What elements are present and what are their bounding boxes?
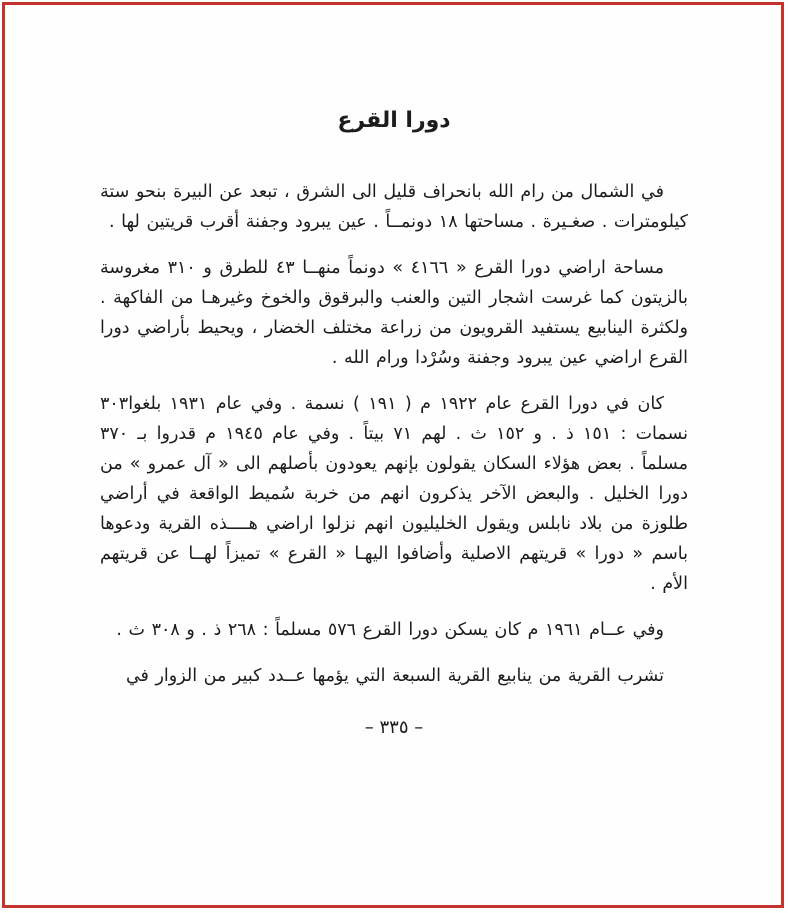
body-text xyxy=(100,177,688,691)
paragraph-2: مساحة اراضي دورا القرع « ٤١٦٦ » دونماً منهــا ٤٣ للطرق و ٣١٠ مغروسة بالزيتون كما غرست اشجار التين والعنب والبرقوق والخوخ وغيرهـا من الفاكهة . ولكثرة الينابيع يستفيد القرويون من زراعة مختلف الخضار ، ويحيط بأراضي دورا القرع اراضي عين يبرود وجفنة وسُرْدا ورام الله . xyxy=(100,258,688,368)
paragraph-4: وفي عــام ١٩٦١ م كان يسكن دورا القرع ٥٧٦ مسلماً : ٢٦٨ ذ . و ٣٠٨ ث . xyxy=(116,620,664,640)
paragraph-5: تشرب القرية من ينابيع القرية السبعة التي يؤمها عــدد كبير من الزوار في xyxy=(125,666,664,686)
paragraph-1: في الشمال من رام الله بانحراف قليل الى الشرق ، تبعد عن البيرة بنحو ستة كيلومترات . صغـيرة . مساحتها ١٨ دونمــاً . عين يبرود وجفنة أقرب قريتين لها . xyxy=(100,182,688,232)
page-title: دورا القرع xyxy=(337,108,451,133)
paragraph-3: كان في دورا القرع عام ١٩٢٢ م ( ١٩١ ) نسمة . وفي عام ١٩٣١ بلغوا٣٠٣ نسمات : ١٥١ ذ . و ١٥٢ ث . لهم ٧١ بيتاً . وفي عام ١٩٤٥ م قدروا بـ ٣٧٠ مسلماً . بعض هؤلاء السكان يقولون بإنهم يعودون بأصلهم الى « آل عمرو » من دورا الخليل . والبعض الآخر يذكرون انهم من خربة سُميط الواقعة في أراضي طلوزة من بلاد نابلس ويقول الخليليون انهم نزلوا اراضي هــــذه القرية ودعوها باسم « دورا » قريتهم الاصلية وأضافوا اليهـا « القرع » تميزاً لهــا عن قريتهم الأم . xyxy=(100,394,688,594)
page-number: – ٣٣٥ – xyxy=(364,717,424,738)
